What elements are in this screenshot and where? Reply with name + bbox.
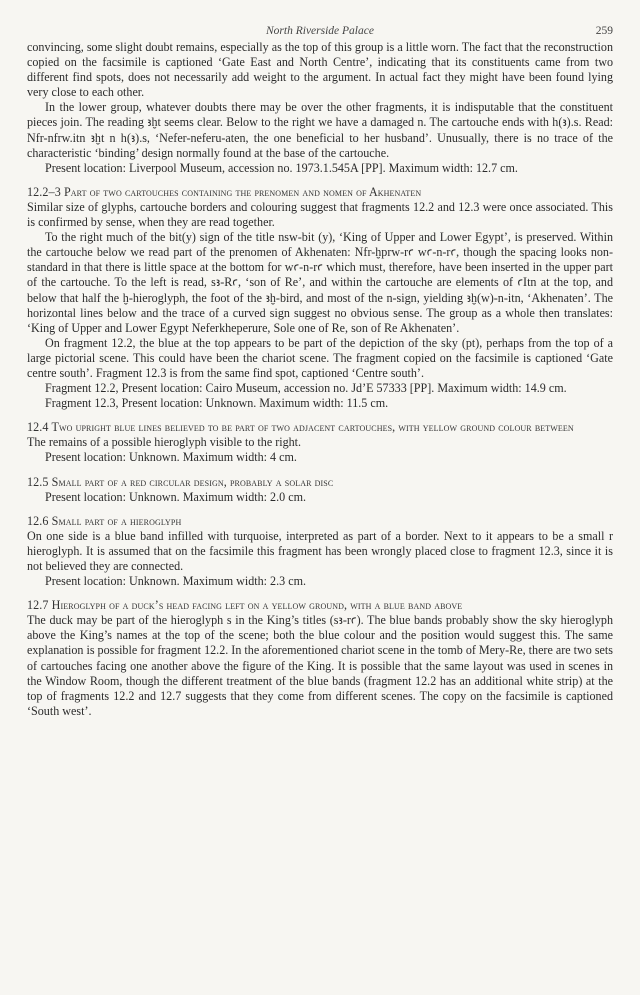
section-heading: 12.6 Small part of a hieroglyph <box>27 513 182 528</box>
paragraph: convincing, some slight doubt remains, especially as the top of this group is a little worn. The fact that the reconstruction copied on the facsimile is captioned ‘Gate East and North Centre’, indicating that its constituents came from two different find spots, does not necessarily add weight to the argument. In actual fact they might have been found lying very close to each other. <box>27 40 613 100</box>
paragraph: To the right much of the bit(y) sign of the title nsw-bit (y), ‘King of Upper and Lower Egypt’, is preserved. Within the cartouche below we read part of the prenomen of Akhenaten: Nfr-ḫprw-rꜥ wꜥ-n-rꜥ, though the spacing looks non-standard in that there is little space at the bottom for wꜥ-n-rꜥ which must, therefore, have been inserted in the upper part of the cartouche. To the left is read, sꜣ-Rꜥ, ‘son of Re’, and within the cartouche are elements of ꜥItn at the top, and below that half the ḫ-hieroglyph, the foot of the ꜣḫ-bird, and most of the n-sign, yielding ꜣḫ(w)-n-itn, ‘Akhenaten’. The horizontal lines below and the trace of a curved sign suggest no obvious sense. The group as a whole then translates: ‘King of Upper and Lower Egypt Neferkheperure, Sole one of Re, son of Re Akhenaten’. <box>27 230 613 335</box>
paragraph: The remains of a possible hieroglyph visible to the right. <box>27 435 302 450</box>
location-note: Present location: Unknown. Maximum width: 2.3 cm. <box>45 574 306 589</box>
paragraph: In the lower group, whatever doubts there may be over the other fragments, it is indisputable that the constituent pieces join. The reading ꜣḫt seems clear. Below to the right we have a damaged n. The cartouche ends with h(ꜣ).s. Read: Nfr-nfrw.itn ꜣḫt n h(ꜣ).s, ‘Nefer-neferu-aten, the one beneficial to her husband’. Unusually, there is no trace of the characteristic ‘binding’ design normally found at the base of the cartouche. <box>27 100 613 160</box>
paragraph: Similar size of glyphs, cartouche borders and colouring suggest that fragments 12.2 and 12.3 were once associated. This is confirmed by sense, when they are read together. <box>27 199 613 230</box>
section-heading: 12.5 Small part of a red circular design, probably a solar disc <box>27 474 334 489</box>
section-heading: 12.7 Hieroglyph of a duck’s head facing left on a yellow ground, with a blue band above <box>27 598 463 613</box>
location-note: Present location: Unknown. Maximum width: 4 cm. <box>45 450 297 465</box>
page-number: 259 <box>595 25 613 37</box>
section-heading: 12.2–3 Part of two cartouches containing the prenomen and nomen of Akhenaten <box>27 184 422 199</box>
location-note: Present location: Liverpool Museum, accession no. 1973.1.545A [PP]. Maximum width: 12.7 cm. <box>45 160 518 175</box>
paragraph: The duck may be part of the hieroglyph s in the King’s titles (sꜣ-rꜥ). The blue bands probably show the sky hieroglyph above the King’s names at the top of the scene; both the blue colour and the position would suggest this. The same explanation is possible for fragment 12.2. In the aforementioned chariot scene in the tomb of Mery-Re, there are two sets of cartouches facing one another above the figure of the King. It is possible that the same layout was used in scenes in the Window Room, though the different treatment of the blue bands (fragment 12.2 has an additional white strip) at the top of fragments 12.2 and 12.7 suggests that they come from different scenes. The copy on the facsimile is captioned ‘South west’. <box>27 613 613 718</box>
running-title: North Riverside Palace <box>266 25 374 37</box>
section-heading: 12.4 Two upright blue lines believed to be part of two adjacent cartouches, with yellow ground colour between <box>27 420 574 435</box>
location-note: Fragment 12.3, Present location: Unknown. Maximum width: 11.5 cm. <box>45 396 389 411</box>
location-note: Fragment 12.2, Present location: Cairo Museum, accession no. Jd’E 57333 [PP]. Maximum width: 14.9 cm. <box>45 381 567 396</box>
running-head <box>27 0 613 40</box>
body-text <box>27 40 613 719</box>
paragraph: On fragment 12.2, the blue at the top appears to be part of the depiction of the sky (pt), perhaps from the top of a large pictorial scene. This could have been the chariot scene. The fragment copied on the facsimile is captioned ‘Gate centre south’. Fragment 12.3 is from the same find spot, captioned ‘Centre south’. <box>27 335 613 380</box>
location-note: Present location: Unknown. Maximum width: 2.0 cm. <box>45 489 306 504</box>
paragraph: On one side is a blue band infilled with turquoise, interpreted as part of a border. Next to it appears to be a small r hieroglyph. It is assumed that on the facsimile this fragment has been wrongly placed close to fragment 12.3, since it is not believed they are connected. <box>27 528 613 573</box>
